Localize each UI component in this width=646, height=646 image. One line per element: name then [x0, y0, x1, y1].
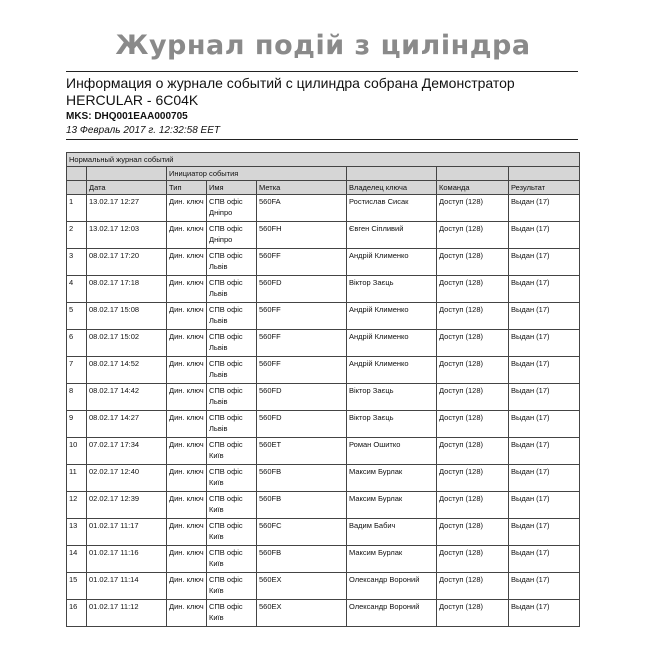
cell-date: 08.02.17 17:18 — [87, 276, 167, 303]
cell-type: Дин. ключ — [167, 222, 207, 249]
cell-command: Доступ (128) — [437, 465, 509, 492]
table-row — [67, 303, 580, 330]
cell-command: Доступ (128) — [437, 303, 509, 330]
cell-result: Выдан (17) — [509, 276, 580, 303]
cell-name: СПВ офіс Львів — [207, 384, 257, 411]
cell-row-number: 7 — [67, 357, 87, 384]
cell-owner: Ростислав Сисак — [347, 195, 437, 222]
cell-result: Выдан (17) — [509, 222, 580, 249]
cell-result: Выдан (17) — [509, 546, 580, 573]
empty-header-cell — [67, 167, 87, 181]
cell-command: Доступ (128) — [437, 519, 509, 546]
cell-date: 01.02.17 11:16 — [87, 546, 167, 573]
cell-command: Доступ (128) — [437, 276, 509, 303]
col-header-type: Тип — [167, 181, 207, 195]
cell-command: Доступ (128) — [437, 546, 509, 573]
cell-command: Доступ (128) — [437, 492, 509, 519]
cell-date: 07.02.17 17:34 — [87, 438, 167, 465]
cell-result: Выдан (17) — [509, 519, 580, 546]
cell-result: Выдан (17) — [509, 600, 580, 627]
table-row — [67, 492, 580, 519]
initiator-group-label: Инициатор события — [167, 167, 347, 181]
cell-owner: Максим Бурлак — [347, 465, 437, 492]
table-row — [67, 600, 580, 627]
cell-result: Выдан (17) — [509, 249, 580, 276]
cell-owner: Андрій Клименко — [347, 249, 437, 276]
page-banner-title: Журнал подій з циліндра — [115, 30, 531, 61]
cell-owner: Роман Ошитко — [347, 438, 437, 465]
cell-owner: Олександр Вороний — [347, 573, 437, 600]
cell-date: 08.02.17 14:52 — [87, 357, 167, 384]
cell-type: Дин. ключ — [167, 195, 207, 222]
cell-type: Дин. ключ — [167, 330, 207, 357]
cell-command: Доступ (128) — [437, 600, 509, 627]
column-header-row — [67, 181, 580, 195]
section-label: Нормальный журнал событий — [67, 153, 580, 167]
cell-row-number: 13 — [67, 519, 87, 546]
cell-type: Дин. ключ — [167, 546, 207, 573]
cell-name: СПВ офіс Львів — [207, 276, 257, 303]
cell-tag: 560ET — [257, 438, 347, 465]
col-header-num — [67, 181, 87, 195]
cell-owner: Віктор Заєць — [347, 276, 437, 303]
cell-row-number: 4 — [67, 276, 87, 303]
cell-type: Дин. ключ — [167, 249, 207, 276]
cell-name: СПВ офіс Київ — [207, 600, 257, 627]
cell-row-number: 9 — [67, 411, 87, 438]
cell-tag: 560FA — [257, 195, 347, 222]
empty-header-cell — [347, 167, 437, 181]
cell-result: Выдан (17) — [509, 492, 580, 519]
cell-type: Дин. ключ — [167, 438, 207, 465]
cell-command: Доступ (128) — [437, 249, 509, 276]
cell-command: Доступ (128) — [437, 438, 509, 465]
title-bottom-rule — [66, 139, 578, 140]
section-header-row — [67, 153, 580, 167]
cell-tag: 560FC — [257, 519, 347, 546]
group-header-row — [67, 167, 580, 181]
cell-name: СПВ офіс Київ — [207, 546, 257, 573]
cell-name: СПВ офіс Львів — [207, 357, 257, 384]
cell-date: 01.02.17 11:17 — [87, 519, 167, 546]
cell-name: СПВ офіс Львів — [207, 330, 257, 357]
table-row — [67, 357, 580, 384]
cell-date: 13.02.17 12:27 — [87, 195, 167, 222]
cell-row-number: 10 — [67, 438, 87, 465]
cell-row-number: 3 — [67, 249, 87, 276]
table-row — [67, 573, 580, 600]
cell-result: Выдан (17) — [509, 438, 580, 465]
cell-tag: 560FB — [257, 465, 347, 492]
cell-name: СПВ офіс Дніпро — [207, 195, 257, 222]
cell-row-number: 5 — [67, 303, 87, 330]
empty-header-cell — [87, 167, 167, 181]
cell-date: 08.02.17 14:27 — [87, 411, 167, 438]
cell-date: 02.02.17 12:39 — [87, 492, 167, 519]
cell-tag: 560FF — [257, 357, 347, 384]
cell-row-number: 14 — [67, 546, 87, 573]
cell-command: Доступ (128) — [437, 222, 509, 249]
cell-date: 02.02.17 12:40 — [87, 465, 167, 492]
cell-tag: 560FF — [257, 303, 347, 330]
cell-result: Выдан (17) — [509, 573, 580, 600]
cell-result: Выдан (17) — [509, 330, 580, 357]
cell-name: СПВ офіс Київ — [207, 438, 257, 465]
cell-tag: 560FF — [257, 330, 347, 357]
cell-type: Дин. ключ — [167, 276, 207, 303]
cell-name: СПВ офіс Львів — [207, 303, 257, 330]
cell-name: СПВ офіс Київ — [207, 492, 257, 519]
cell-owner: Олександр Вороний — [347, 600, 437, 627]
title-top-rule — [66, 71, 578, 72]
cell-tag: 560EX — [257, 573, 347, 600]
cell-row-number: 16 — [67, 600, 87, 627]
cell-command: Доступ (128) — [437, 357, 509, 384]
table-row — [67, 438, 580, 465]
cell-name: СПВ офіс Київ — [207, 465, 257, 492]
cell-name: СПВ офіс Київ — [207, 519, 257, 546]
cell-result: Выдан (17) — [509, 195, 580, 222]
cell-date: 13.02.17 12:03 — [87, 222, 167, 249]
cell-name: СПВ офіс Дніпро — [207, 222, 257, 249]
cell-name: СПВ офіс Львів — [207, 411, 257, 438]
empty-header-cell — [437, 167, 509, 181]
cell-date: 01.02.17 11:14 — [87, 573, 167, 600]
cell-command: Доступ (128) — [437, 411, 509, 438]
cell-command: Доступ (128) — [437, 330, 509, 357]
table-row — [67, 249, 580, 276]
table-row — [67, 519, 580, 546]
cell-type: Дин. ключ — [167, 357, 207, 384]
cell-row-number: 1 — [67, 195, 87, 222]
cell-date: 08.02.17 15:08 — [87, 303, 167, 330]
table-row — [67, 411, 580, 438]
report-timestamp: 13 Февраль 2017 г. 12:32:58 EET — [66, 125, 220, 136]
cell-type: Дин. ключ — [167, 411, 207, 438]
cell-owner: Віктор Заєць — [347, 384, 437, 411]
cell-tag: 560FD — [257, 384, 347, 411]
cell-tag: 560FF — [257, 249, 347, 276]
cell-owner: Андрій Клименко — [347, 357, 437, 384]
cell-command: Доступ (128) — [437, 195, 509, 222]
cell-tag: 560FD — [257, 411, 347, 438]
cell-owner: Максим Бурлак — [347, 546, 437, 573]
col-header-owner: Владелец ключа — [347, 181, 437, 195]
col-header-date: Дата — [87, 181, 167, 195]
cell-date: 08.02.17 14:42 — [87, 384, 167, 411]
cell-tag: 560FH — [257, 222, 347, 249]
cell-type: Дин. ключ — [167, 519, 207, 546]
cell-owner: Вадим Бабич — [347, 519, 437, 546]
cell-owner: Віктор Заєць — [347, 411, 437, 438]
cell-row-number: 12 — [67, 492, 87, 519]
mks-serial: MKS: DHQ001EAA000705 — [66, 111, 188, 122]
event-log-table — [66, 152, 580, 627]
col-header-tag: Метка — [257, 181, 347, 195]
cell-date: 08.02.17 15:02 — [87, 330, 167, 357]
table-row — [67, 330, 580, 357]
cell-tag: 560FB — [257, 492, 347, 519]
cell-result: Выдан (17) — [509, 411, 580, 438]
cell-result: Выдан (17) — [509, 303, 580, 330]
col-header-name: Имя — [207, 181, 257, 195]
cell-type: Дин. ключ — [167, 600, 207, 627]
col-header-result: Результат — [509, 181, 580, 195]
cell-tag: 560FB — [257, 546, 347, 573]
cell-row-number: 2 — [67, 222, 87, 249]
cell-result: Выдан (17) — [509, 357, 580, 384]
cell-owner: Андрій Клименко — [347, 330, 437, 357]
cell-row-number: 8 — [67, 384, 87, 411]
cell-name: СПВ офіс Київ — [207, 573, 257, 600]
table-row — [67, 465, 580, 492]
table-row — [67, 195, 580, 222]
cell-type: Дин. ключ — [167, 384, 207, 411]
cell-tag: 560FD — [257, 276, 347, 303]
cell-row-number: 11 — [67, 465, 87, 492]
col-header-command: Команда — [437, 181, 509, 195]
cell-row-number: 6 — [67, 330, 87, 357]
cell-result: Выдан (17) — [509, 384, 580, 411]
table-row — [67, 384, 580, 411]
cell-command: Доступ (128) — [437, 573, 509, 600]
cell-type: Дин. ключ — [167, 573, 207, 600]
cell-row-number: 15 — [67, 573, 87, 600]
cell-type: Дин. ключ — [167, 465, 207, 492]
cell-result: Выдан (17) — [509, 465, 580, 492]
cell-type: Дин. ключ — [167, 303, 207, 330]
table-row — [67, 222, 580, 249]
document-title: Информация о журнале событий с цилиндра собрана Демонстратор HERCULAR - 6C04K — [66, 75, 515, 108]
cell-name: СПВ офіс Львів — [207, 249, 257, 276]
cell-owner: Максим Бурлак — [347, 492, 437, 519]
empty-header-cell — [509, 167, 580, 181]
cell-date: 08.02.17 17:20 — [87, 249, 167, 276]
cell-type: Дин. ключ — [167, 492, 207, 519]
cell-command: Доступ (128) — [437, 384, 509, 411]
cell-owner: Євген Сіпливий — [347, 222, 437, 249]
cell-tag: 560EX — [257, 600, 347, 627]
cell-owner: Андрій Клименко — [347, 303, 437, 330]
table-row — [67, 276, 580, 303]
table-row — [67, 546, 580, 573]
cell-date: 01.02.17 11:12 — [87, 600, 167, 627]
